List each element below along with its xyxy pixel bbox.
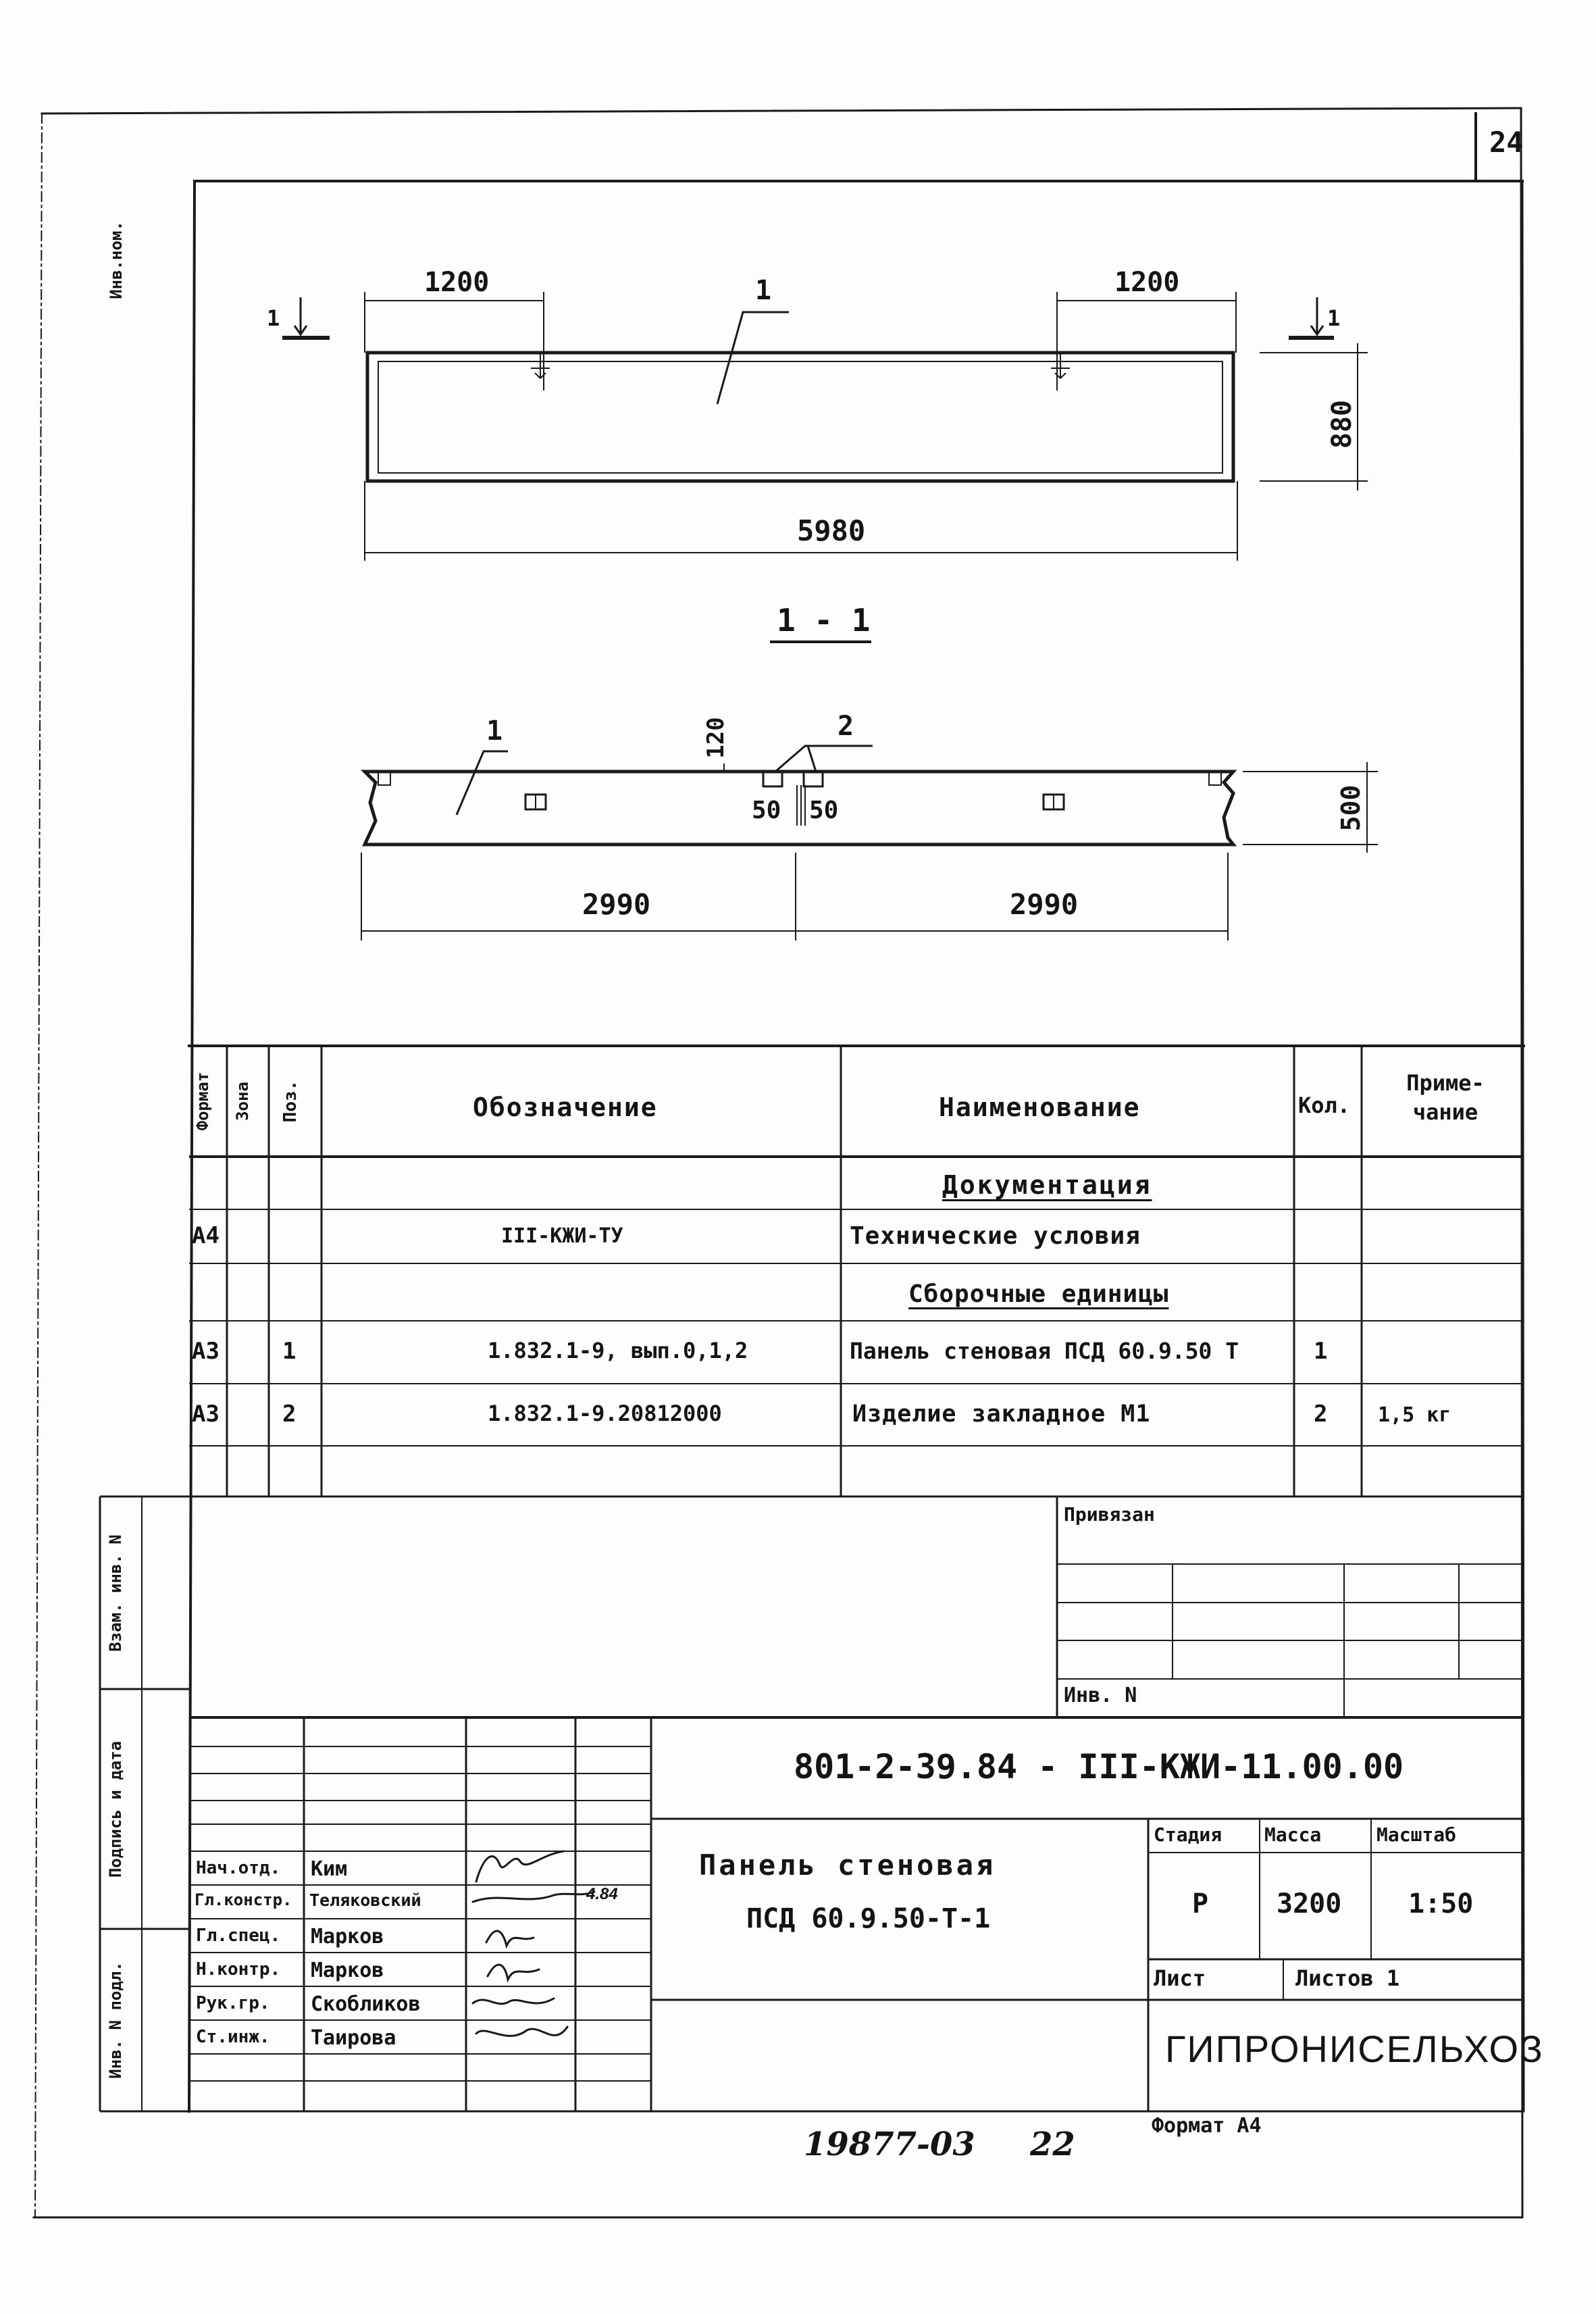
dim-50-right: 50 [809, 797, 839, 824]
binding-inventory-label: Инв. N [1064, 1684, 1137, 1707]
document-title-line2: ПСД 60.9.50-Т-1 [746, 1903, 991, 1934]
role-n-kontr: Н.контр. [196, 1959, 281, 1980]
row-3-format: А3 [192, 1401, 220, 1428]
role-nach-otd: Нач.отд. [196, 1858, 281, 1878]
inventory-label: Инв.ном. [107, 221, 126, 299]
role-gl-konstr: Гл.констр. [195, 1890, 292, 1909]
section-assembly-units: Сборочные единицы [908, 1280, 1169, 1308]
archive-number: 19877-03 [804, 2126, 975, 2163]
col-pos-header: Поз. [280, 1080, 301, 1123]
sheet-number: 24 [1489, 126, 1524, 159]
row-3-name: Изделие закладное М1 [852, 1401, 1151, 1428]
dim-120: 120 [702, 717, 729, 759]
col-designation-header: Обозначение [473, 1092, 658, 1122]
name-markov-2: Марков [311, 1959, 384, 1982]
role-ruk-gr: Рук.гр. [196, 1993, 270, 2013]
cut-mark-left: 1 [267, 305, 280, 331]
role-st-inzh: Ст.инж. [196, 2027, 270, 2047]
sheets-label: Листов 1 [1295, 1965, 1400, 1991]
name-tairova: Таирова [311, 2026, 396, 2050]
role-gl-spec: Гл.спец. [196, 1926, 281, 1946]
dim-right-1200: 1200 [1114, 267, 1180, 298]
row-2-name: Панель стеновая ПСД 60.9.50 Т [850, 1338, 1239, 1364]
row-3-designation: 1.832.1-9.20812000 [488, 1401, 722, 1426]
stage-label: Стадия [1154, 1823, 1222, 1846]
document-code: 801-2-39.84 - III-КЖИ-11.00.00 [794, 1747, 1404, 1786]
dim-50-left: 50 [752, 797, 781, 824]
row-2-format: А3 [192, 1338, 220, 1365]
organization-name: ГИПРОНИСЕЛЬХОЗ [1165, 2028, 1544, 2070]
signature-date-label: Подпись и дата [106, 1740, 125, 1878]
row-1-designation: III-КЖИ-ТУ [501, 1224, 623, 1248]
dim-length-5980: 5980 [797, 514, 866, 547]
section-title: 1 - 1 [777, 602, 871, 638]
format-label: Формат А4 [1152, 2114, 1262, 2138]
original-inventory-label: Инв. N подл. [106, 1961, 125, 2079]
name-kim: Ким [311, 1857, 348, 1881]
name-markov-1: Марков [311, 1925, 384, 1948]
date-gl-konstr: 4.84 [586, 1885, 618, 1903]
section-documentation: Документация [942, 1170, 1152, 1200]
row-3-qty: 2 [1314, 1401, 1328, 1428]
mass-value: 3200 [1277, 1888, 1342, 1919]
row-3-note: 1,5 кг [1378, 1403, 1451, 1427]
section-leader-1: 1 [486, 715, 503, 747]
leader-label-1: 1 [755, 275, 772, 306]
name-telyakovskiy: Теляковский [309, 1890, 421, 1910]
scale-value: 1:50 [1408, 1888, 1474, 1919]
row-1-format: А4 [192, 1222, 220, 1249]
col-note-header: Приме- чание [1406, 1070, 1485, 1126]
row-2-pos: 1 [282, 1338, 297, 1365]
name-skoblikov: Скобликов [311, 1992, 421, 2016]
stage-value: Р [1192, 1888, 1209, 1919]
col-name-header: Наименование [939, 1092, 1141, 1122]
dim-left-1200: 1200 [424, 267, 490, 298]
row-2-qty: 1 [1314, 1338, 1328, 1365]
document-title-line1: Панель стеновая [699, 1848, 996, 1882]
dim-left-2990: 2990 [582, 888, 651, 921]
dim-height-500: 500 [1336, 784, 1366, 832]
replacement-inventory-label: Взам. инв. N [106, 1534, 125, 1652]
mass-label: Масса [1264, 1823, 1322, 1846]
section-leader-2: 2 [838, 711, 854, 742]
row-1-name: Технические условия [850, 1222, 1141, 1250]
col-zone-header: Зона [233, 1082, 252, 1121]
row-2-designation: 1.832.1-9, вып.0,1,2 [488, 1338, 748, 1363]
binding-label: Привязан [1064, 1503, 1155, 1526]
dim-right-2990: 2990 [1010, 888, 1079, 921]
row-3-pos: 2 [282, 1401, 297, 1428]
col-format-header: Формат [193, 1072, 212, 1131]
scale-label: Масштаб [1376, 1823, 1457, 1846]
cut-mark-right: 1 [1327, 305, 1341, 331]
page-number: 22 [1030, 2126, 1075, 2163]
dim-height-880: 880 [1327, 399, 1358, 449]
sheet-label: Лист [1154, 1965, 1206, 1991]
col-qty-header: Кол. [1298, 1092, 1351, 1118]
